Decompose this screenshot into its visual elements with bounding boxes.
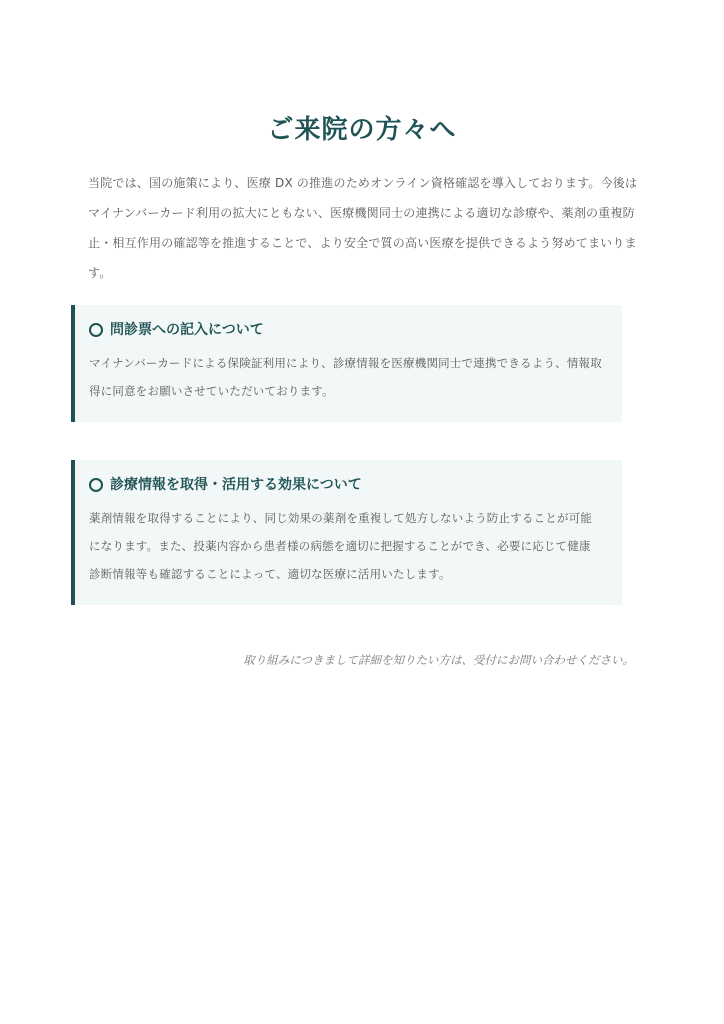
section-heading-text: 診療情報を取得・活用する効果について [110, 477, 362, 493]
section-heading [89, 476, 602, 494]
section-body: 薬剤情報を取得することにより、同じ効果の薬剤を重複して処方しないよう防止することが可能になります。また、投薬内容から患者様の病態を適切に把握することができ、必要に応じて健康診断情報等も確認することによって、適切な医療に活用いたします。 [89, 511, 593, 581]
section-medical-info-benefits [71, 460, 622, 605]
section-body: マイナンバーカードによる保険証利用により、診療情報を医療機関同士で連携できるよう、情報取得に同意をお願いさせていただいております。 [89, 356, 602, 398]
circle-icon [89, 478, 103, 492]
intro-paragraph: 当院では、国の施策により、医療 DX の推進のためオンライン資格確認を導入しております。今後はマイナンバーカード利用の拡大にともない、医療機関同士の連携による適切な診療や、薬剤の重複防止・相互作用の確認等を推進することで、より安全で質の高い医療を提供できるよう努めてまいります。 [88, 176, 638, 280]
footer-note: 取り組みにつきまして詳細を知りたい方は、受付にお問い合わせください。 [243, 653, 634, 667]
section-heading [89, 321, 602, 339]
circle-icon [89, 323, 103, 337]
section-heading-text: 問診票への記入について [110, 322, 264, 338]
page-title: ご来院の方々へ [267, 115, 457, 146]
section-questionnaire [71, 305, 622, 422]
